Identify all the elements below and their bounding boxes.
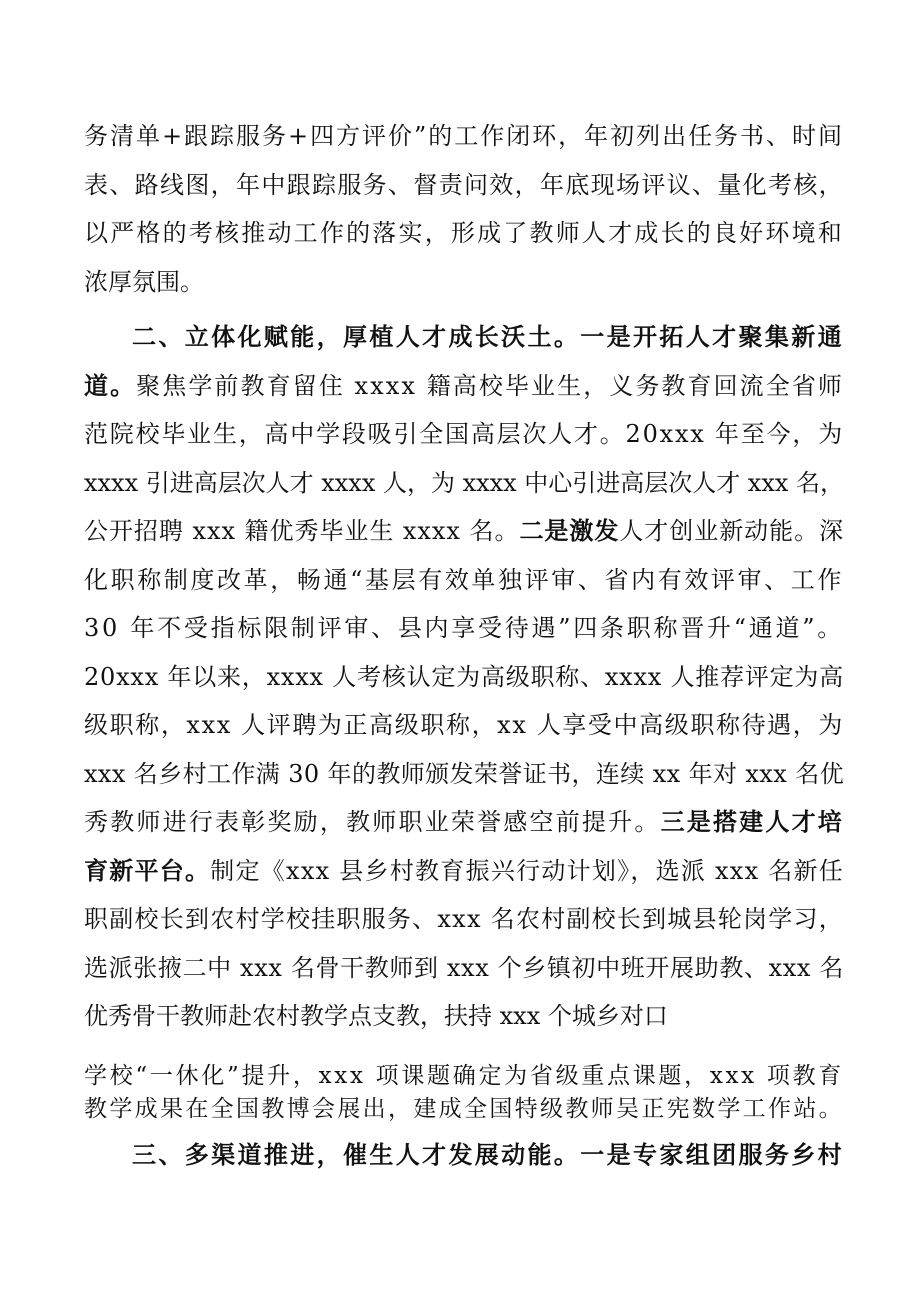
text-line <box>84 258 844 307</box>
text-segment: 级职称，xxx 人评聘为正高级职称，xx 人享受中高级职称待遇，为 <box>84 711 844 739</box>
text-segment: 职副校长到农村学校挂职服务、xxx 名农村副校长到城县轮岗学习， <box>84 905 845 933</box>
text-line <box>84 798 844 847</box>
text-line <box>84 750 844 799</box>
text-segment: 公开招聘 xxx 籍优秀毕业生 xxxx 名。 <box>84 517 520 545</box>
text-line <box>84 161 844 210</box>
text-line <box>84 895 844 944</box>
text-segment: 秀教师进行表彰奖励，教师职业荣誉感空前提升。 <box>84 808 661 836</box>
text-segment: 20xxx 年以来，xxxx 人考核认定为高级职称、xxxx 人推荐评定为高 <box>84 662 844 691</box>
paragraph-section-two <box>84 313 844 1041</box>
text-line <box>84 1131 844 1179</box>
text-segment: 聚焦学前教育留住 xxxx 籍高校毕业生，义务教育回流全省师 <box>136 371 844 400</box>
text-segment: 优秀骨干教师赴农村教学点支教，扶持 xxx 个城乡对口 <box>84 1002 668 1030</box>
bold-text-segment: 三、多渠道推进，催生人才发展动能。一是专家组团服务乡村 <box>132 1140 844 1169</box>
text-line <box>84 1060 844 1093</box>
text-line <box>84 992 844 1041</box>
text-segment: xxx 名乡村工作满 30 年的教师颁发荣誉证书，连续 xx 年对 xxx 名优 <box>84 759 844 788</box>
text-segment: 表、路线图，年中跟踪服务、督责问效，年底现场评议、量化考核， <box>84 170 844 199</box>
text-line <box>84 653 844 702</box>
text-segment: 选派张掖二中 xxx 名骨干教师到 xxx 个乡镇初中班开展助教、xxx 名 <box>84 953 844 982</box>
bold-text-segment: 育新平台。 <box>84 855 211 885</box>
bold-text-segment: 道。 <box>84 370 137 400</box>
text-segment: xxxx 引进高层次人才 xxxx 人，为 xxxx 中心引进高层次人才 xxx 名， <box>84 468 844 497</box>
text-line <box>84 410 844 459</box>
text-line <box>84 944 844 993</box>
text-segment: 范院校毕业生，高中学段吸引全国高层次人才。20xxx 年至今，为 <box>84 420 844 448</box>
text-segment: 学校“一休化”提升，xxx 项课题确定为省级重点课题，xxx 项教育 <box>84 1063 845 1089</box>
text-line <box>84 556 844 605</box>
bold-text-segment: 二是激发 <box>519 516 620 545</box>
paragraph-section-three <box>84 1131 844 1179</box>
text-segment: 务清单+跟踪服务+四方评价”的工作闭环，年初列出任务书、时间 <box>84 122 844 150</box>
text-segment: 人才创业新动能。深 <box>619 517 845 545</box>
paragraph-school-integration <box>84 1060 844 1126</box>
text-segment: 化职称制度改革，畅通“基层有效单独评审、省内有效评审、工作 <box>84 565 844 594</box>
text-segment: 30 年不受指标限制评审、县内享受待遇”四条职称晋升“通道”。 <box>84 614 844 642</box>
text-segment: 制定《xxx 县乡村教育振兴行动计划》，选派 xxx 名新任 <box>210 856 844 885</box>
text-line <box>84 1093 844 1126</box>
text-line <box>84 459 844 508</box>
text-line <box>84 209 844 258</box>
text-line <box>84 112 844 161</box>
text-line <box>84 313 844 362</box>
bold-text-segment: 三是搭建人才培 <box>660 807 845 836</box>
bold-text-segment: 二、立体化赋能，厚植人才成长沃土。一是开拓人才聚集新通 <box>132 322 844 351</box>
text-line <box>84 701 844 750</box>
paragraph-work-loop <box>84 112 844 306</box>
text-segment: 浓厚氛围。 <box>84 267 204 296</box>
text-line <box>84 847 844 896</box>
text-segment: 教学成果在全国教博会展出，建成全国特级教师吴正宪数学工作站。 <box>84 1096 844 1122</box>
text-line <box>84 362 844 411</box>
text-line <box>84 604 844 653</box>
text-line <box>84 507 844 556</box>
text-segment: 以严格的考核推动工作的落实，形成了教师人才成长的良好环境和 <box>84 219 845 247</box>
